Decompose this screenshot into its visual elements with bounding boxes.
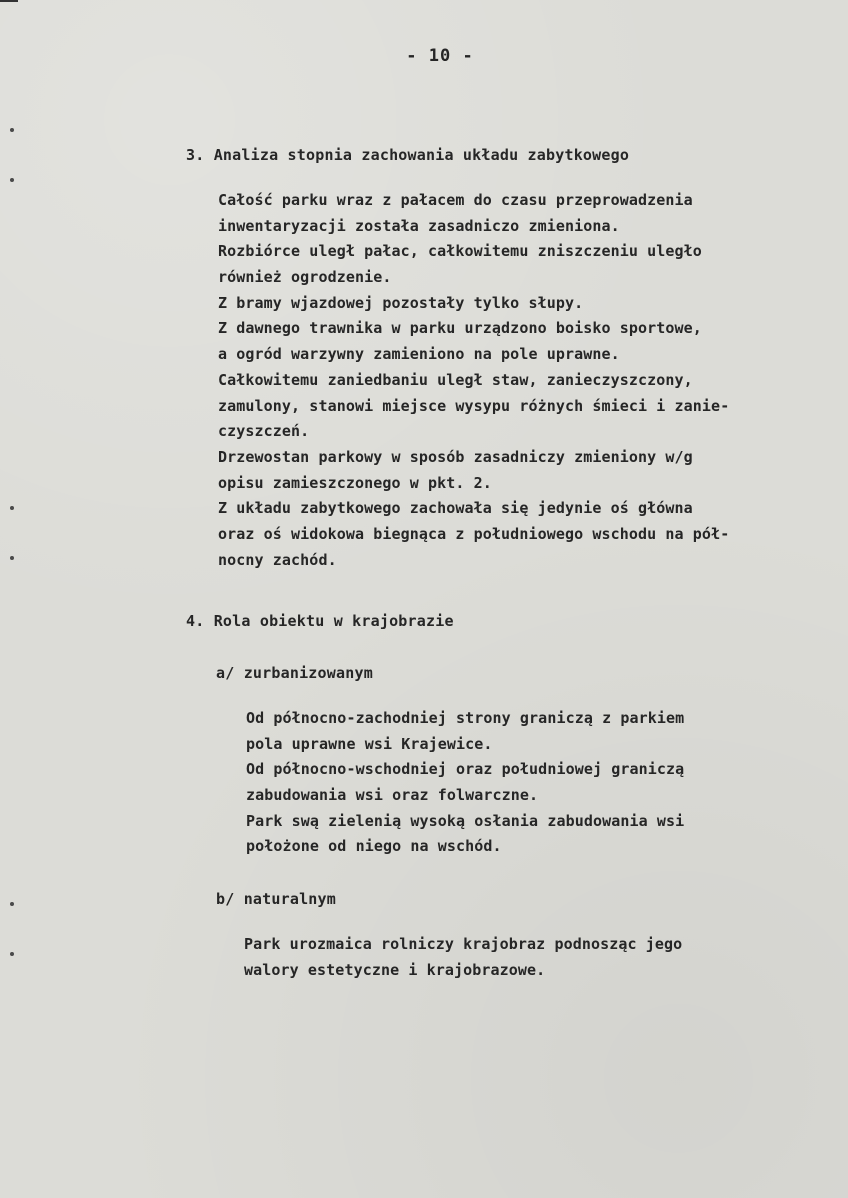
text-line: Całość parku wraz z pałacem do czasu przeprowadzenia [218, 191, 693, 209]
text-line: Z bramy wjazdowej pozostały tylko słupy. [218, 293, 584, 312]
page-number: - 10 - [406, 46, 474, 66]
edge-mark [0, 0, 18, 2]
text-line: Z układu zabytkowego zachowała się jedynie oś główna [218, 499, 693, 518]
margin-dot [10, 902, 14, 906]
text-line: oraz oś widokowa biegnąca z południowego wschodu na pół- [218, 524, 730, 543]
text-line: Park urozmaica rolniczy krajobraz podnosząc jego [244, 935, 683, 953]
text-line: również ogrodzenie. [218, 268, 392, 287]
text-line: Park swą zielenią wysoką osłania zabudowania wsi [246, 811, 685, 830]
subsection-b-body [244, 932, 682, 983]
text-line: inwentaryzacji została zasadniczo zmieniona. [218, 216, 620, 235]
text-line: Całkowitemu zaniedbaniu uległ staw, zanieczyszczony, [218, 370, 693, 389]
margin-dot [10, 506, 14, 510]
text-line: Drzewostan parkowy w sposób zasadniczy zmieniony w/g [218, 447, 693, 466]
text-line: nocny zachód. [218, 550, 337, 569]
text-line: opisu zamieszczonego w pkt. 2. [218, 473, 492, 492]
text-line: Z dawnego trawnika w parku urządzono boisko sportowe, [218, 319, 702, 338]
text-line: czyszczeń. [218, 422, 310, 441]
text-line: Rozbiórce uległ pałac, całkowitemu zniszczeniu uległo [218, 242, 702, 261]
subsection-b-heading: b/ naturalnym [216, 890, 336, 908]
section-3-heading: 3. Analiza stopnia zachowania układu zabytkowego [186, 146, 630, 164]
text-line: położone od niego na wschód. [246, 837, 502, 856]
section-3-body [218, 188, 729, 573]
text-line: pola uprawne wsi Krajewice. [246, 734, 493, 753]
margin-dot [10, 556, 14, 560]
subsection-a-body [246, 706, 684, 860]
text-line: Od północno-wschodniej oraz południowej graniczą [246, 760, 685, 779]
text-line: zamulony, stanowi miejsce wysypu różnych śmieci i zanie- [218, 396, 730, 415]
text-line: zabudowania wsi oraz folwarczne. [246, 786, 539, 805]
text-line: walory estetyczne i krajobrazowe. [244, 960, 546, 979]
text-line: a ogród warzywny zamieniono na pole uprawne. [218, 345, 620, 364]
margin-dot [10, 178, 14, 182]
margin-dot [10, 128, 14, 132]
margin-dot [10, 952, 14, 956]
subsection-a-heading: a/ zurbanizowanym [216, 664, 373, 682]
section-4-heading: 4. Rola obiektu w krajobrazie [186, 612, 454, 630]
text-line: Od północno-zachodniej strony graniczą z parkiem [246, 709, 685, 727]
